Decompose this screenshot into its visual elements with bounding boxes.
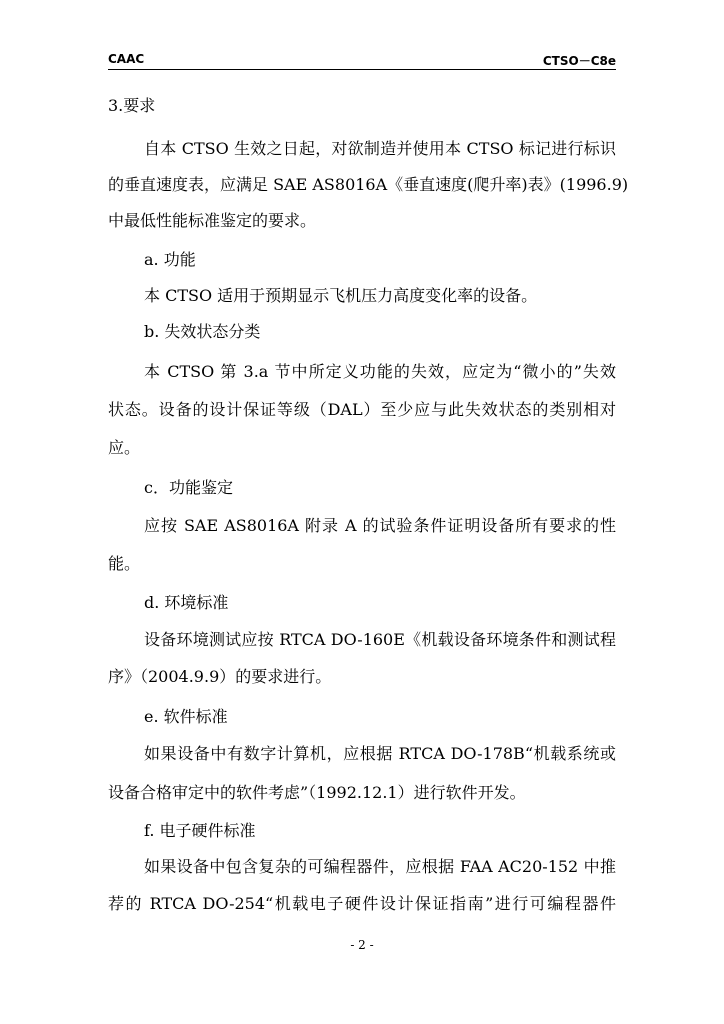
subsection-heading-environmental-standards: d. 环境标准 <box>144 593 229 612</box>
paragraph-line: 状态。设备的设计保证等级（DAL）至少应与此失效状态的类别相对 <box>108 400 616 419</box>
paragraph-line: 中最低性能标准鉴定的要求。 <box>108 211 317 230</box>
header-divider <box>108 69 616 70</box>
subsection-heading-function-qualification: c．功能鉴定 <box>144 478 233 497</box>
paragraph-line: 本 CTSO 适用于预期显示飞机压力高度变化率的设备。 <box>144 286 538 305</box>
subsection-heading-electronic-hardware-standards: f. 电子硬件标准 <box>144 821 256 840</box>
subsection-heading-software-standards: e. 软件标准 <box>144 707 228 726</box>
paragraph-line: 如果设备中有数字计算机，应根据 RTCA DO-178B“机载系统或 <box>144 744 616 763</box>
page-header <box>108 50 616 68</box>
subsection-heading-failure-classification: b. 失效状态分类 <box>144 322 261 341</box>
header-document-id: CTSO－C8e <box>542 54 616 68</box>
paragraph-line: 本 CTSO 第 3.a 节中所定义功能的失效，应定为“微小的”失效 <box>144 362 616 381</box>
page-number: - 2 - <box>350 938 374 952</box>
paragraph-line: 自本 CTSO 生效之日起，对欲制造并使用本 CTSO 标记进行标识 <box>144 139 616 158</box>
header-organization: CAAC <box>108 52 145 66</box>
paragraph-line: 应。 <box>108 438 141 457</box>
paragraph-line: 荐的 RTCA DO-254“机载电子硬件设计保证指南”进行可编程器件 <box>108 894 616 913</box>
paragraph-line: 设备合格审定中的软件考虑”（1992.12.1）进行软件开发。 <box>108 783 526 802</box>
paragraph-line: 的垂直速度表，应满足 SAE AS8016A《垂直速度(爬升率)表》(1996.9) <box>108 175 629 194</box>
paragraph-line: 如果设备中包含复杂的可编程器件，应根据 FAA AC20-152 中推 <box>144 857 616 876</box>
section-heading-requirements: 3.要求 <box>108 96 156 115</box>
paragraph-line: 序》（2004.9.9）的要求进行。 <box>108 667 332 686</box>
paragraph-line: 应按 SAE AS8016A 附录 A 的试验条件证明设备所有要求的性 <box>144 516 616 535</box>
subsection-heading-function: a. 功能 <box>144 250 196 269</box>
paragraph-line: 设备环境测试应按 RTCA DO-160E《机载设备环境条件和测试程 <box>144 630 616 649</box>
paragraph-line: 能。 <box>108 554 141 573</box>
